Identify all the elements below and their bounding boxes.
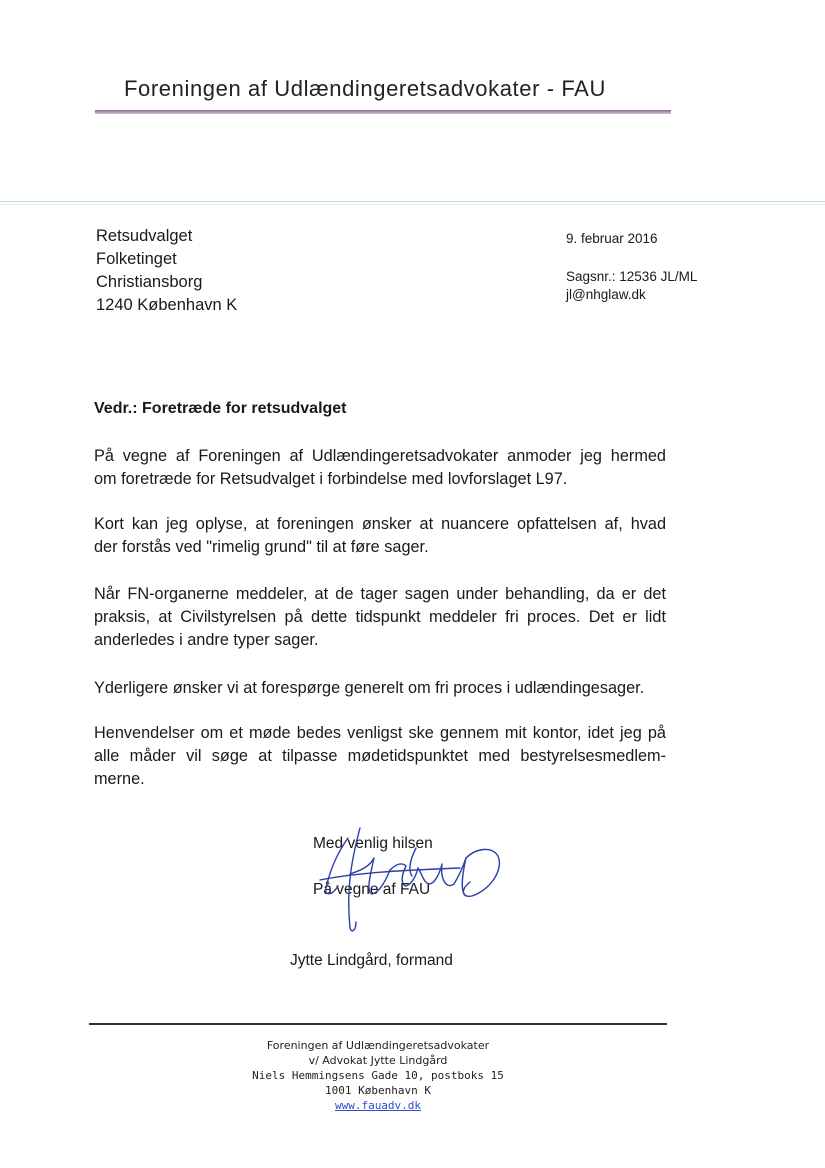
recipient-line: Christiansborg [96,273,203,291]
body-line: om foretræde for Retsudvalget i forbindelse med lovforslaget L97. [94,470,568,488]
closing-greeting: Med venlig hilsen [313,835,433,852]
organization-title: Foreningen af Udlændingeretsadvokater - FAU [124,76,606,101]
recipient-line: Retsudvalget [96,227,193,245]
header-divider-secondary [0,204,825,205]
letter-subject: Vedr.: Foretræde for retsudvalget [94,400,347,417]
body-line: alle måder vil søge at tilpasse mødetidspunktet med bestyrelsesmedlem- [94,747,666,765]
body-line: anderledes i andre typer sager. [94,631,319,649]
footer-attention: v/ Advokat Jytte Lindgård [308,1054,448,1067]
body-paragraph-purpose [94,513,666,559]
body-paragraph-request [94,445,666,491]
footer-website-link[interactable]: www.fauadv.dk [334,1099,422,1112]
letter-date: 9. februar 2016 [566,231,658,246]
body-line: der forstås ved "rimelig grund" til at føre sager. [94,538,429,556]
footer-address [220,1038,536,1113]
body-line: praksis, at Civilstyrelsen på dette tidspunkt meddeler fri proces. Det er lidt [94,608,666,626]
recipient-address [96,225,237,317]
body-paragraph-inquiry [94,677,666,700]
footer-city: 1001 København K [325,1084,431,1097]
body-line: Kort kan jeg oplyse, at foreningen ønsker at nuancere opfattelsen af, hvad [94,515,666,533]
handwritten-signature [300,818,505,936]
sender-email: jl@nhglaw.dk [566,287,646,302]
body-paragraph-practice [94,583,666,652]
footer-street: Niels Hemmingsens Gade 10, postboks 15 [252,1069,504,1082]
body-line: På vegne af Foreningen af Udlændingeretsadvokater anmoder jeg hermed [94,447,666,465]
footer-divider [89,1023,667,1025]
title-underline [95,110,671,114]
body-line: Yderligere ønsker vi at forespørge generelt om fri proces i udlændingesager. [94,679,645,697]
footer-org-name: Foreningen af Udlændingeretsadvokater [266,1039,490,1052]
body-line: merne. [94,770,145,788]
body-paragraph-contact [94,722,666,791]
header-divider [0,201,825,202]
recipient-line: 1240 København K [96,296,238,314]
body-line: Når FN-organerne meddeler, at de tager sagen under behandling, da er det [94,585,666,603]
closing-on-behalf: På vegne af FAU [313,881,431,898]
case-number: Sagsnr.: 12536 JL/ML [566,269,698,284]
recipient-line: Folketinget [96,250,177,268]
signer-name: Jytte Lindgård, formand [290,952,453,969]
body-line: Henvendelser om et møde bedes venligst ske gennem mit kontor, idet jeg på [94,724,666,742]
